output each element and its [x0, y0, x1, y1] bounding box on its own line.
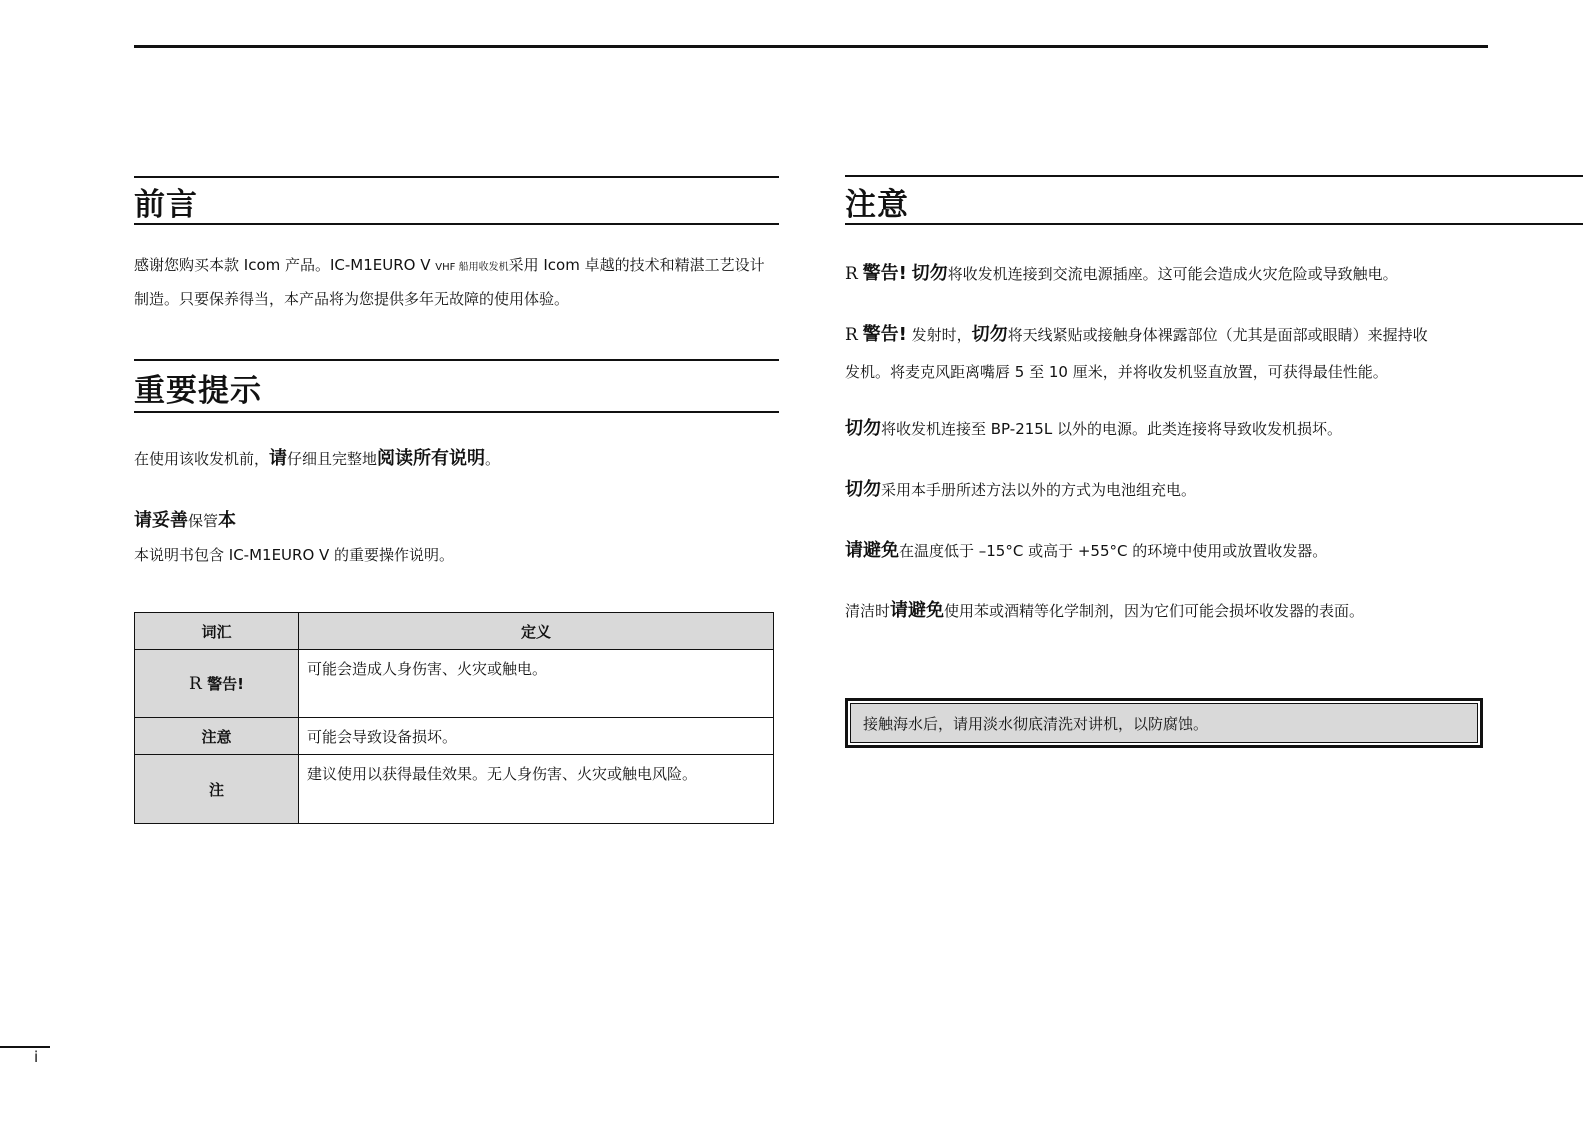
keep-manual-heading [134, 503, 236, 539]
precaution-5-avoid: 请避免 [845, 540, 899, 561]
precaution-6 [845, 593, 1364, 629]
important-rule-top [134, 359, 779, 361]
precaution-6-avoid: 请避免 [890, 600, 945, 621]
precaution-2-pre: 发射时， [911, 326, 972, 344]
definition-note: 建议使用以获得最佳效果。无人身伤害、火灾或触电风险。 [299, 755, 774, 824]
warning-symbol-icon: R [845, 264, 858, 284]
read-text-a: 在使用该收发机前， [134, 450, 270, 468]
preface-rule-top [134, 176, 779, 178]
top-rule [134, 45, 1488, 48]
precaution-2-warn: 警告! [862, 324, 907, 345]
read-instructions-line [134, 441, 500, 477]
table-row [135, 755, 774, 824]
precaution-2 [845, 317, 1428, 353]
precautions-rule-bottom [845, 223, 1583, 225]
precaution-3 [845, 411, 1342, 447]
page-number: i [34, 1048, 39, 1066]
saltwater-note-text: 接触海水后，请用淡水彻底清洗对讲机，以防腐蚀。 [850, 703, 1478, 743]
manual-text: 本说明书包含 IC-M1EURO V 的重要操作说明。 [134, 546, 455, 564]
page-number-rule [0, 1046, 50, 1048]
precaution-3-never: 切勿 [845, 418, 881, 439]
read-text-b: 请 [269, 448, 288, 469]
precaution-5 [845, 533, 1327, 569]
preface-rule-bottom [134, 223, 779, 225]
precautions-rule-top [845, 175, 1583, 177]
preface-line-1 [134, 248, 765, 285]
keep-text-b: 保管 [188, 512, 219, 530]
important-title: 重要提示 [134, 373, 262, 409]
precaution-1-never: 切勿 [911, 263, 948, 284]
precaution-2-never: 切勿 [971, 324, 1008, 345]
term-warning-label: 警告! [207, 675, 244, 693]
read-text-c: 仔细且完整地 [287, 450, 378, 468]
precaution-2-text: 将天线紧贴或接触身体裸露部位（尤其是面部或眼睛）来握持收 [1007, 326, 1428, 344]
header-term: 词汇 [135, 613, 299, 650]
definition-table [134, 612, 774, 824]
term-warning [135, 650, 299, 718]
precautions-title: 注意 [845, 187, 909, 223]
preface-text-a: 感谢您购买本款 Icom 产品。IC-M1EURO V [134, 256, 436, 274]
precaution-4-text: 采用本手册所述方法以外的方式为电池组充电。 [881, 481, 1197, 499]
saltwater-note-box [845, 698, 1483, 748]
precaution-4-never: 切勿 [845, 479, 881, 500]
definition-warning: 可能会造成人身伤害、火灾或触电。 [299, 650, 774, 718]
precaution-4 [845, 472, 1196, 508]
important-rule-bottom [134, 411, 779, 413]
preface-text-small: VHF 船用收发机 [435, 262, 509, 273]
precaution-2-line-2: 发机。将麦克风距离嘴唇 5 至 10 厘米，并将收发机竖直放置，可获得最佳性能。 [845, 363, 1388, 381]
term-caution: 注意 [135, 718, 299, 755]
precaution-3-text: 将收发机连接至 BP-215L 以外的电源。此类连接将导致收发机损坏。 [881, 420, 1342, 438]
preface-text-b: 采用 Icom 卓越的技术和精湛工艺设计 [508, 256, 765, 274]
table-row [135, 718, 774, 755]
read-text-d: 阅读所有说明 [377, 448, 486, 469]
precaution-1-warn: 警告! [862, 263, 907, 284]
precaution-1-text: 将收发机连接到交流电源插座。这可能会造成火灾危险或导致触电。 [947, 265, 1398, 283]
preface-title: 前言 [134, 187, 198, 223]
warning-symbol-icon: R [845, 325, 858, 345]
keep-text-a: 请妥善 [134, 510, 188, 531]
precaution-1 [845, 256, 1398, 292]
precaution-6-pre: 清洁时 [845, 602, 891, 620]
term-note: 注 [135, 755, 299, 824]
precaution-5-text: 在温度低于 –15°C 或高于 +55°C 的环境中使用或放置收发器。 [899, 542, 1328, 560]
definition-caution: 可能会导致设备损坏。 [299, 718, 774, 755]
keep-text-c: 本 [218, 510, 237, 531]
header-definition: 定义 [299, 613, 774, 650]
definition-table-header [135, 613, 774, 650]
preface-line-2: 制造。只要保养得当，本产品将为您提供多年无故障的使用体验。 [134, 290, 570, 308]
table-row [135, 650, 774, 718]
read-text-e: 。 [485, 450, 501, 468]
precaution-6-text: 使用苯或酒精等化学制剂，因为它们可能会损坏收发器的表面。 [944, 602, 1365, 620]
warning-symbol-icon: R [189, 674, 202, 694]
